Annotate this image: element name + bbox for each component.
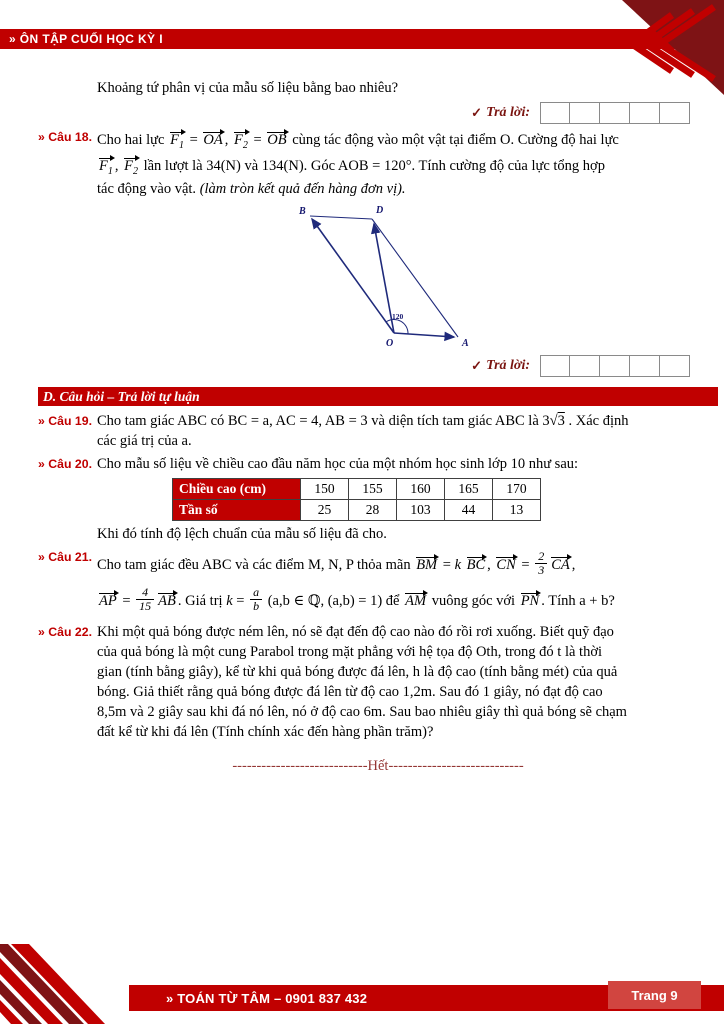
answer-box[interactable] <box>570 102 600 124</box>
end-marker: ----------------------------Hết---------------------------- <box>232 758 524 774</box>
question-20-body <box>97 454 718 544</box>
question-20 <box>38 454 718 544</box>
question-18 <box>38 127 718 379</box>
section-d-header <box>38 387 718 406</box>
q21-line-1 <box>97 547 718 583</box>
q19-line-1 <box>97 411 718 431</box>
numerator: a <box>253 584 260 599</box>
intro-question: Khoảng tứ phân vị của mẫu số liệu bằng bao nhiêu? <box>97 80 399 96</box>
page-number: Trang 9 <box>631 987 678 1003</box>
table-cell: 160 <box>397 479 445 500</box>
height-frequency-table <box>172 478 541 521</box>
force-diagram <box>297 203 487 351</box>
q20-outro: Khi đó tính độ lệch chuẩn của mẫu số liệu đã cho. <box>97 526 387 542</box>
text-segment: F <box>124 158 133 174</box>
text-segment: lần lượt là 34(N) và 134(N). Góc AOB = 120°. Tính cường độ của lực tổng hợp <box>139 158 605 174</box>
question-21-body <box>97 547 718 619</box>
segment-BD <box>310 216 372 219</box>
section-d-title: D. Câu hỏi – Trả lời tự luận <box>43 388 200 404</box>
text-segment: Cho tam giác ABC có BC = a, AC = 4, AB = 3 và diện tích tam giác ABC là 3√ <box>97 413 558 429</box>
answer-box[interactable] <box>570 355 600 377</box>
header-title: » ÔN TẬP CUỐI HỌC KỲ I <box>9 32 163 46</box>
question-18-body <box>97 127 718 379</box>
point-label-O: O <box>386 338 394 349</box>
content <box>38 78 718 775</box>
answer-box[interactable] <box>630 102 660 124</box>
question-18-label: » Câu 18. <box>38 130 92 144</box>
table-cell: 13 <box>493 500 541 521</box>
answer-row-2 <box>97 355 690 377</box>
vector-BC: BC <box>466 557 486 573</box>
var-k: k <box>226 593 233 609</box>
subscript: 1 <box>178 139 184 151</box>
subscript: 2 <box>132 165 138 177</box>
question-19-body <box>97 411 718 451</box>
subscript: 2 <box>242 139 248 151</box>
fraction-a-b <box>250 586 262 613</box>
numerator: 2 <box>538 548 545 563</box>
vector-F2 <box>232 132 250 151</box>
q22-line-1: Khi một quả bóng được ném lên, nó sẽ đạt đến độ cao nào đó rồi rơi xuống. Biết quỹ đạo <box>97 624 614 640</box>
subscript: 1 <box>107 165 113 177</box>
table-cell: 150 <box>301 479 349 500</box>
denominator: b <box>250 599 262 613</box>
footer-contact: » TOÁN TỪ TÂM – 0901 837 432 <box>166 990 368 1006</box>
vector-AP: AP <box>99 593 117 609</box>
answer-box[interactable] <box>540 355 570 377</box>
vector-OB-line <box>312 219 394 333</box>
table-row-frequency <box>173 500 541 521</box>
page-number-badge <box>608 981 701 1009</box>
point-label-A: A <box>462 338 469 349</box>
vector-F1 <box>97 158 115 177</box>
vector-AM: AM <box>405 593 427 609</box>
header-decoration <box>574 0 724 95</box>
q21-line-2 <box>97 583 718 619</box>
fraction-2-3 <box>535 550 547 577</box>
vector-CN: CN <box>496 557 516 573</box>
text-segment: Cho tam giác đều ABC và các điểm M, N, P thỏa mãn <box>97 557 415 573</box>
answer-box[interactable] <box>660 102 690 124</box>
question-22-label: » Câu 22. <box>38 625 92 639</box>
question-20-label: » Câu 20. <box>38 457 92 471</box>
vector-OA: OA <box>203 132 223 148</box>
answer-box[interactable] <box>660 355 690 377</box>
q18-line-3 <box>97 179 718 199</box>
text-segment: tác động vào vật. <box>97 181 200 197</box>
q18-line-2 <box>97 153 718 179</box>
text-segment: = <box>118 593 135 609</box>
text-segment: , <box>224 132 232 148</box>
answer-boxes <box>540 355 690 377</box>
table-cell: 25 <box>301 500 349 521</box>
text-segment: cùng tác động vào một vật tại điểm O. Cường độ hai lực <box>288 132 619 148</box>
text-segment: F <box>99 158 108 174</box>
vector-BM: BM <box>416 557 438 573</box>
vector-PN: PN <box>520 593 540 609</box>
text-segment: , <box>114 158 123 174</box>
answer-box[interactable] <box>540 102 570 124</box>
table-cell: 44 <box>445 500 493 521</box>
question-19-label: » Câu 19. <box>38 414 92 428</box>
question-21-label: » Câu 21. <box>38 550 92 564</box>
q22-line-3: gian (tính bằng giây), kể từ khi quả bóng được đá lên, h là độ cao (tính bằng mét) của quả <box>97 664 618 680</box>
q22-line-4: bóng. Giả thiết rằng quả bóng được đá lên từ độ cao 1,2m. Sau đó 1 giây, nó đạt độ cao <box>97 684 603 700</box>
text-segment: Cho hai lực <box>97 132 169 148</box>
answer-box[interactable] <box>630 355 660 377</box>
question-22 <box>38 622 718 742</box>
table-header-cell: Tần số <box>173 500 301 521</box>
text-segment: . Tính a + b? <box>541 593 615 609</box>
q19-line-2: các giá trị của a. <box>97 433 192 449</box>
question-22-body <box>97 622 718 742</box>
denominator: 15 <box>136 599 154 613</box>
answer-box[interactable] <box>600 102 630 124</box>
text-segment: vuông góc với <box>428 593 519 609</box>
var-k: k <box>454 557 462 573</box>
checkmark-icon: ✓ <box>471 358 483 373</box>
text-segment: = <box>249 132 266 148</box>
point-label-B: B <box>299 206 306 217</box>
vector-CA: CA <box>551 557 570 573</box>
text-segment: (a,b ∈ ℚ, (a,b) = 1) để <box>264 593 404 609</box>
vector-OA-line <box>394 333 454 337</box>
angle-label: 120 <box>392 312 404 321</box>
fraction-4-15 <box>136 586 154 613</box>
vector-F1 <box>168 132 186 151</box>
q18-line-1 <box>97 127 718 153</box>
answer-boxes <box>540 102 690 124</box>
table-cell: 155 <box>349 479 397 500</box>
vector-OB: OB <box>267 132 287 148</box>
q22-line-6: đất kể từ khi đá lên (Tính chính xác đến hàng phần trăm)? <box>97 724 434 740</box>
table-row-heights <box>173 479 541 500</box>
answer-box[interactable] <box>600 355 630 377</box>
text-segment: = <box>517 557 534 573</box>
question-19 <box>38 411 718 451</box>
q22-line-5: 8,5m và 2 giây sau khi đá nó lên, nó ở độ cao 6m. Sau bao nhiêu giây thì quả bóng sẽ chạm <box>97 704 627 720</box>
q22-line-2: của quả bóng là một cung Parabol trong mặt phẳng với hệ tọa độ Oth, trong đó t là thời <box>97 644 603 660</box>
text-segment: = <box>185 132 202 148</box>
question-21 <box>38 547 718 619</box>
checkmark-icon: ✓ <box>471 105 483 120</box>
text-segment: = <box>439 557 455 573</box>
answer-row-1 <box>38 102 690 124</box>
vector-OD-line <box>374 224 394 333</box>
text-segment: , <box>571 557 576 573</box>
table-cell: 28 <box>349 500 397 521</box>
table-cell: 170 <box>493 479 541 500</box>
text-segment: F <box>170 132 179 148</box>
q20-intro: Cho mẫu số liệu về chiều cao đầu năm học của một nhóm học sinh lớp 10 như sau: <box>97 456 579 472</box>
numerator: 4 <box>142 584 149 599</box>
text-segment: F <box>233 132 243 148</box>
answer-label: Trả lời: <box>486 105 530 120</box>
text-segment: , <box>487 557 495 573</box>
text-segment: . Giá trị <box>177 593 227 609</box>
table-header-cell: Chiều cao (cm) <box>173 479 301 500</box>
table-cell: 103 <box>397 500 445 521</box>
sqrt-radicand: 3 <box>557 413 565 429</box>
vector-F2 <box>122 158 140 177</box>
vector-AB: AB <box>158 593 176 609</box>
point-label-D: D <box>376 205 384 216</box>
text-segment: . Xác định <box>564 413 629 429</box>
table-cell: 165 <box>445 479 493 500</box>
answer-label: Trả lời: <box>486 358 530 373</box>
denominator: 3 <box>535 563 547 577</box>
text-segment: = <box>232 593 249 609</box>
footer-decoration <box>0 944 170 1024</box>
note-italic: (làm tròn kết quả đến hàng đơn vị). <box>199 181 406 197</box>
